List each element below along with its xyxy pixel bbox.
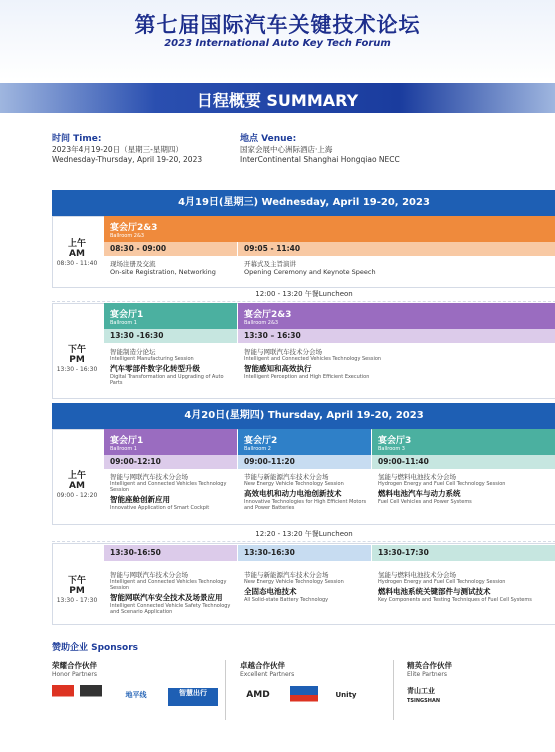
session-topic-en: Innovative Technologies for High Efficient Motors and Power Batteries bbox=[244, 499, 367, 511]
session-topic-cn: 智能感知和高效执行 bbox=[244, 364, 312, 373]
room-name: 宴会厅2&3 bbox=[110, 223, 158, 233]
session-track-cn: 氢能与燃料电池技术分会场 bbox=[378, 473, 456, 481]
session-topic-cn: 智能网联汽车安全技术及场景应用 bbox=[110, 593, 223, 602]
elite-partners-en: Elite Partners bbox=[407, 671, 448, 678]
day2-pm-label bbox=[52, 573, 102, 604]
divider bbox=[225, 660, 226, 720]
session-track-cn: 节能与新能源汽车技术分会场 bbox=[244, 473, 329, 481]
room-name: 宴会厅2&3 bbox=[244, 310, 292, 320]
day2-am-time1: 09:00-12:10 bbox=[104, 455, 237, 469]
day1-lunch: 12:00 - 13:20 午餐Luncheon bbox=[52, 286, 555, 302]
unity-logo: Unity bbox=[335, 691, 357, 699]
excellent-partners-cn: 卓越合作伙伴 bbox=[240, 661, 285, 670]
sponsor-logo-2 bbox=[80, 685, 102, 711]
cdgj-logo bbox=[290, 686, 318, 708]
day1-header: 4月19日(星期三) Wednesday, April 19-20, 2023 bbox=[52, 190, 555, 216]
room-name-en: Ballroom 1 bbox=[110, 446, 137, 452]
session-track-en: Hydrogen Energy and Fuel Cell Technology Session bbox=[378, 579, 506, 585]
day2-am-label bbox=[52, 468, 102, 499]
room-name-en: Ballroom 2 bbox=[244, 446, 271, 452]
horizon-logo: 地平线 bbox=[125, 691, 147, 699]
venue-label: 地点 Venue: bbox=[240, 134, 297, 144]
session-topic-cn: 燃料电池汽车与动力系统 bbox=[378, 489, 461, 498]
room-name: 宴会厅1 bbox=[110, 436, 144, 446]
day2-pm-time2: 13:30-16:30 bbox=[238, 545, 371, 561]
day1-am-time1: 08:30 - 09:00 bbox=[104, 242, 237, 256]
sponsors-title: 赞助企业 Sponsors bbox=[52, 643, 138, 653]
room-name: 宴会厅2 bbox=[244, 436, 278, 446]
day2-pm-time1: 13:30-16:50 bbox=[104, 545, 237, 561]
session-track-cn: 智能与网联汽车技术分会场 bbox=[110, 571, 188, 579]
pm-en: PM bbox=[69, 586, 85, 596]
day2-pm-time3: 13:30-17:30 bbox=[372, 545, 555, 561]
session-topic-cn: 智能座舱创新应用 bbox=[110, 495, 170, 504]
am-zh: 上午 bbox=[67, 471, 86, 481]
day2-room3 bbox=[372, 429, 555, 455]
session-track-cn: 氢能与燃料电池技术分会场 bbox=[378, 571, 456, 579]
session-title-en: Opening Ceremony and Keynote Speech bbox=[244, 268, 376, 276]
am-time: 08:30 - 11:40 bbox=[56, 260, 98, 267]
excellent-partners-en: Excellent Partners bbox=[240, 671, 295, 678]
zhihui-logo: 智慧出行 bbox=[168, 688, 218, 706]
pm-zh: 下午 bbox=[67, 345, 86, 355]
session-topic-en: Intelligent Connected Vehicle Safety Technology and Scenario Application bbox=[110, 603, 231, 615]
day1-pm-time2: 13:30 – 16:30 bbox=[238, 329, 555, 343]
session-track-cn: 节能与新能源汽车技术分会场 bbox=[244, 571, 329, 579]
day1-am-time2: 09:05 - 11:40 bbox=[238, 242, 555, 256]
divider bbox=[393, 660, 394, 720]
day1-am-session1 bbox=[104, 260, 237, 286]
summary-banner bbox=[0, 83, 555, 113]
day2-am-session3 bbox=[372, 473, 555, 523]
session-track-cn: 智能制造分论坛 bbox=[110, 348, 156, 356]
time-label: 时间 Time: bbox=[52, 134, 102, 144]
elite-partners-cn: 精英合作伙伴 bbox=[407, 661, 452, 670]
room-name: 宴会厅3 bbox=[378, 436, 412, 446]
session-track-cn: 智能与网联汽车技术分会场 bbox=[110, 473, 188, 481]
day2-lunch: 12:20 - 13:20 午餐Luncheon bbox=[52, 526, 555, 542]
session-topic-cn: 高效电机和动力电池创新技术 bbox=[244, 489, 342, 498]
pm-zh: 下午 bbox=[67, 576, 86, 586]
session-topic-en: Digital Transformation and Upgrading of Auto Parts bbox=[110, 374, 224, 386]
session-track-en: New Energy Vehicle Technology Session bbox=[244, 579, 344, 585]
pm-time: 13:30 - 16:30 bbox=[56, 366, 98, 373]
room-name-en: Ballroom 1 bbox=[110, 320, 137, 326]
session-title-cn: 开幕式及主旨演讲 bbox=[244, 260, 296, 268]
qingshan-name-en: TSINGSHAN bbox=[407, 698, 441, 704]
session-topic-en: All Solid-state Battery Technology bbox=[244, 597, 329, 603]
venue-cn: 国家会展中心洲际酒店·上海 bbox=[240, 145, 333, 154]
session-topic-en: Innovative Application of Smart Cockpit bbox=[110, 505, 210, 511]
session-topic-cn: 燃料电池系统关键部件与测试技术 bbox=[378, 587, 491, 596]
room-name-en: Ballroom 2&3 bbox=[110, 233, 145, 239]
day2-pm-session3 bbox=[372, 571, 555, 623]
qingshan-logo bbox=[407, 686, 467, 708]
session-title-cn: 现场注册及交流 bbox=[110, 260, 156, 268]
sponsor-logo-1 bbox=[52, 685, 74, 711]
honor-partners-en: Honor Partners bbox=[52, 671, 97, 678]
day2-pm-session2 bbox=[238, 571, 371, 623]
page-title: 第七届国际汽车关键技术论坛 bbox=[134, 13, 421, 37]
day1-pm-room2 bbox=[238, 303, 555, 329]
honor-partners-cn: 荣耀合作伙伴 bbox=[52, 661, 97, 670]
day1-am-session2 bbox=[238, 260, 555, 286]
day2-am-session2 bbox=[238, 473, 371, 523]
day2-am-time2: 09:00-11:20 bbox=[238, 455, 371, 469]
day1-pm-room1 bbox=[104, 303, 237, 329]
qingshan-name: 青山工业 bbox=[407, 687, 435, 695]
room-name-en: Ballroom 2&3 bbox=[244, 320, 279, 326]
amd-logo: AMD bbox=[246, 690, 270, 700]
day1-pm-time1: 13:30 -16:30 bbox=[104, 329, 237, 343]
am-en: AM bbox=[69, 249, 85, 259]
am-time: 09:00 - 12:20 bbox=[56, 492, 98, 499]
pm-time: 13:30 - 17:30 bbox=[56, 597, 98, 604]
session-track-en: Intelligent and Connected Vehicles Technology Session bbox=[110, 481, 227, 493]
session-topic-en: Key Components and Testing Techniques of Fuel Cell Systems bbox=[378, 597, 532, 603]
time-en: Wednesday-Thursday, April 19-20, 2023 bbox=[52, 155, 203, 164]
day1-pm-label bbox=[52, 342, 102, 373]
day2-am-session1 bbox=[104, 473, 237, 523]
session-topic-en: Intelligent Perception and High Efficient Execution bbox=[244, 374, 370, 380]
session-track-en: Intelligent Manufacturing Session bbox=[110, 356, 194, 362]
day1-am-room-header bbox=[104, 216, 555, 242]
day1-am-label bbox=[52, 236, 102, 267]
session-topic-cn: 汽车零部件数字化转型升级 bbox=[110, 364, 200, 373]
session-track-en: New Energy Vehicle Technology Session bbox=[244, 481, 344, 487]
time-cn: 2023年4月19-20日（星期三-星期四） bbox=[52, 145, 183, 154]
session-track-en: Intelligent and Connected Vehicles Technology Session bbox=[110, 579, 227, 591]
day1-pm-session2 bbox=[238, 348, 555, 398]
session-track-en: Intelligent and Connected Vehicles Technology Session bbox=[244, 356, 382, 362]
summary-title: 日程概要 SUMMARY bbox=[196, 91, 359, 110]
day2-pm-session1 bbox=[104, 571, 237, 623]
am-en: AM bbox=[69, 481, 85, 491]
day2-header: 4月20日(星期四) Thursday, April 19-20, 2023 bbox=[52, 403, 555, 429]
room-name-en: Ballroom 3 bbox=[378, 446, 405, 452]
session-title-en: On-site Registration, Networking bbox=[110, 268, 216, 276]
day1-pm-session1 bbox=[104, 348, 237, 398]
venue-en: InterContinental Shanghai Hongqiao NECC bbox=[240, 155, 400, 164]
am-zh: 上午 bbox=[67, 239, 86, 249]
day2-room1 bbox=[104, 429, 237, 455]
page-subtitle: 2023 International Auto Key Tech Forum bbox=[164, 38, 391, 49]
day2-room2 bbox=[238, 429, 371, 455]
room-name: 宴会厅1 bbox=[110, 310, 144, 320]
session-topic-en: Fuel Cell Vehicles and Power Systems bbox=[378, 499, 472, 505]
session-track-cn: 智能与网联汽车技术分会场 bbox=[244, 348, 322, 356]
session-topic-cn: 全固态电池技术 bbox=[244, 587, 297, 596]
session-track-en: Hydrogen Energy and Fuel Cell Technology Session bbox=[378, 481, 506, 487]
day2-am-time3: 09:00-11:40 bbox=[372, 455, 555, 469]
pm-en: PM bbox=[69, 355, 85, 365]
